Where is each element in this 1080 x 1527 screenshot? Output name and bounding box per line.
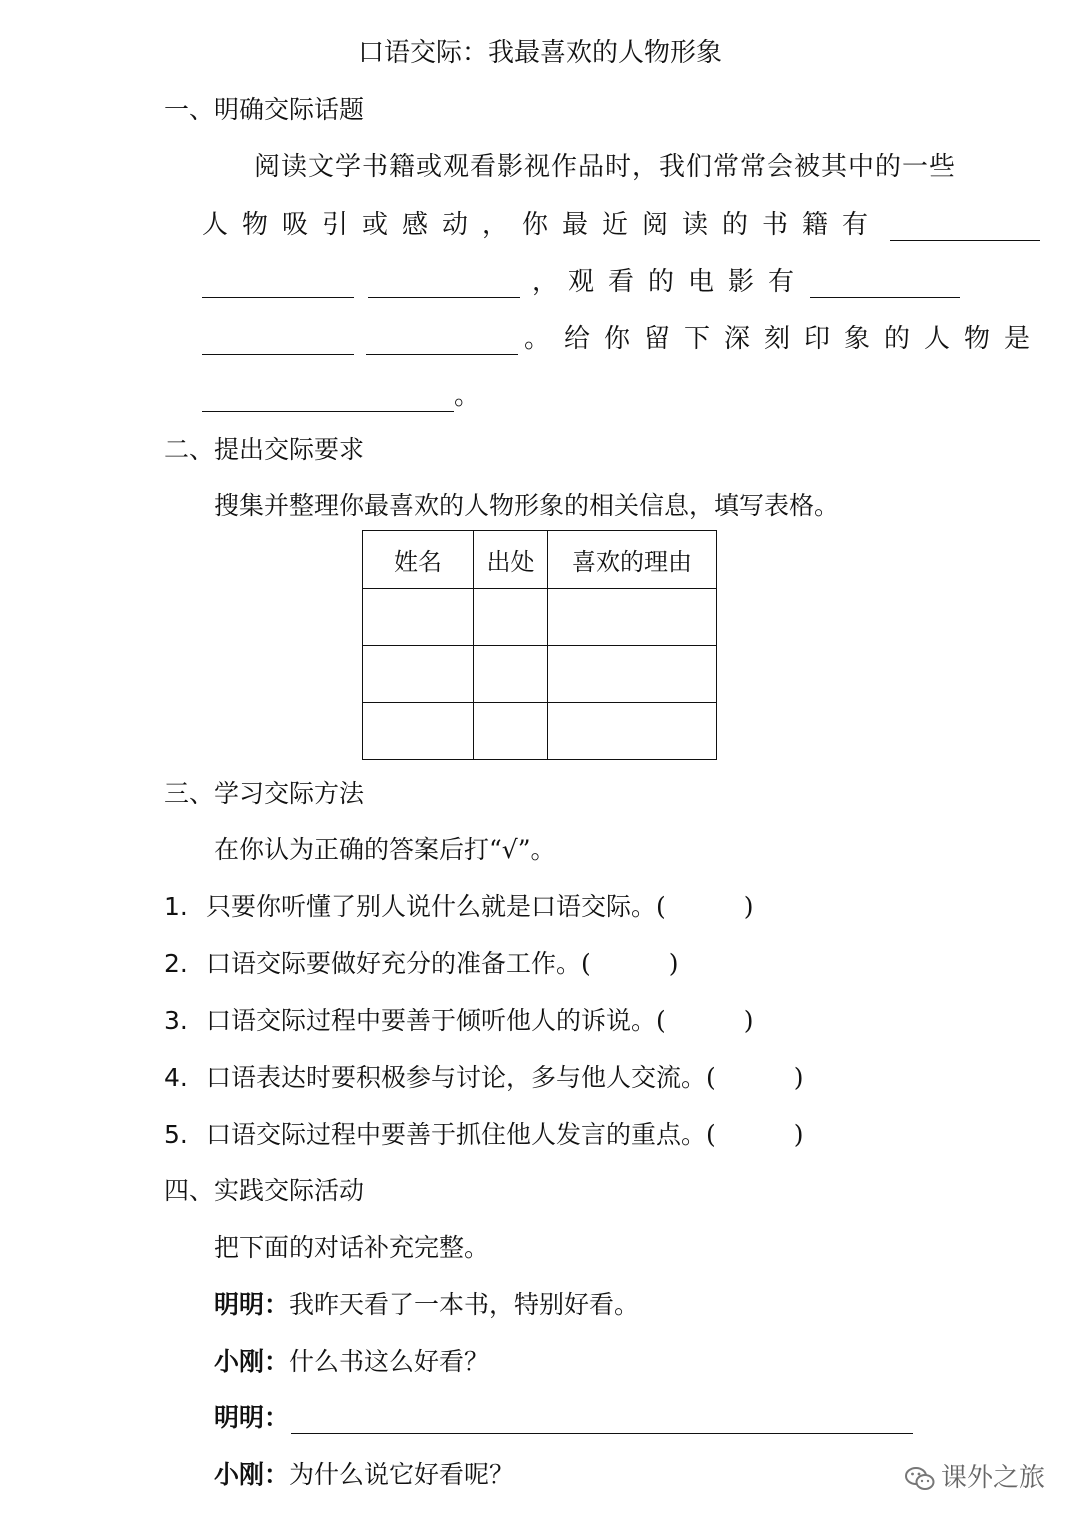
table-cell[interactable] (474, 589, 548, 646)
question-1 (164, 887, 754, 923)
question-text: 口语交际要做好充分的准备工作。( (206, 949, 591, 978)
speaker-label: 小刚： (214, 1460, 290, 1489)
section-1-line-3 (202, 261, 960, 298)
header-source: 出处 (474, 531, 548, 589)
dialogue-text: 什么书这么好看？ (289, 1347, 490, 1376)
blank-book-1[interactable] (890, 210, 1040, 241)
table-header-row (363, 531, 717, 589)
dialogue-text: 我昨天看了一本书，特别好看。 (289, 1290, 640, 1319)
line-3-text: 观看的电影有 (568, 267, 809, 297)
question-number: 5. (164, 1120, 188, 1149)
question-text: 只要你听懂了别人说什么就是口语交际。( (206, 892, 666, 921)
close-paren: ) (793, 1063, 804, 1092)
dialogue-line-4 (214, 1455, 514, 1491)
table-cell[interactable] (474, 646, 548, 703)
section-1-heading: 一、明确交际话题 (164, 95, 365, 124)
close-paren: ) (743, 1006, 754, 1035)
question-text: 口语表达时要积极参与讨论，多与他人交流。( (206, 1063, 716, 1092)
close-paren: ) (668, 949, 679, 978)
question-2 (164, 944, 679, 980)
question-4 (164, 1058, 804, 1094)
wechat-icon (905, 1466, 935, 1492)
question-number: 2. (164, 949, 188, 978)
question-text: 口语交际过程中要善于倾听他人的诉说。( (206, 1006, 666, 1035)
section-1-line-4 (202, 318, 1044, 355)
section-3-instruction: 在你认为正确的答案后打“√”。 (214, 835, 556, 864)
section-3-heading: 三、学习交际方法 (164, 779, 365, 808)
section-4-heading: 四、实践交际活动 (164, 1176, 365, 1205)
question-5 (164, 1115, 804, 1151)
table-row (363, 589, 717, 646)
section-1-line-5 (202, 375, 480, 412)
section-2-instruction: 搜集并整理你最喜欢的人物形象的相关信息，填写表格。 (214, 491, 840, 520)
comma: ， (532, 267, 559, 297)
header-name: 姓名 (363, 531, 474, 589)
table-row (363, 703, 717, 760)
blank-book-2[interactable] (202, 267, 354, 298)
dialogue-text: 为什么说它好看呢？ (289, 1460, 515, 1489)
section-1-line-2 (202, 204, 1040, 241)
table-row (363, 646, 717, 703)
section-1-line-1: 阅读文学书籍或观看影视作品时，我们常常会被其中的一些 (254, 152, 957, 182)
table-cell[interactable] (548, 646, 717, 703)
info-table (362, 530, 717, 760)
question-number: 1. (164, 892, 188, 921)
dialogue-line-1 (214, 1285, 639, 1321)
watermark (905, 1457, 1045, 1494)
section-4-instruction: 把下面的对话补充完整。 (214, 1233, 490, 1262)
blank-movie-1[interactable] (810, 267, 960, 298)
blank-book-3[interactable] (368, 267, 520, 298)
page-title: 口语交际：我最喜欢的人物形象 (357, 38, 722, 68)
blank-movie-2[interactable] (202, 324, 354, 355)
blank-movie-3[interactable] (366, 324, 518, 355)
close-paren: ) (793, 1120, 804, 1149)
close-paren: ) (743, 892, 754, 921)
table-cell[interactable] (363, 703, 474, 760)
end-period: 。 (454, 381, 481, 411)
table-cell[interactable] (548, 703, 717, 760)
section-2-heading: 二、提出交际要求 (164, 435, 365, 464)
table-cell[interactable] (363, 646, 474, 703)
dialogue-answer-blank[interactable] (291, 1403, 913, 1434)
speaker-label: 明明： (214, 1290, 290, 1319)
dialogue-line-2 (214, 1342, 489, 1378)
speaker-label: 明明： (214, 1403, 290, 1432)
speaker-label: 小刚： (214, 1347, 290, 1376)
table-cell[interactable] (363, 589, 474, 646)
question-number: 3. (164, 1006, 188, 1035)
line-2-text: 人物吸引或感动，你最近阅读的书籍有 (202, 210, 883, 240)
table-cell[interactable] (474, 703, 548, 760)
question-3 (164, 1001, 754, 1037)
line-4-text: 。给你留下深刻印象的人物是 (524, 324, 1045, 354)
watermark-text: 课外之旅 (941, 1463, 1046, 1493)
header-reason: 喜欢的理由 (548, 531, 717, 589)
question-text: 口语交际过程中要善于抓住他人发言的重点。( (206, 1120, 716, 1149)
table-cell[interactable] (548, 589, 717, 646)
question-number: 4. (164, 1063, 188, 1092)
dialogue-line-3 (214, 1398, 913, 1434)
blank-character[interactable] (202, 381, 454, 412)
